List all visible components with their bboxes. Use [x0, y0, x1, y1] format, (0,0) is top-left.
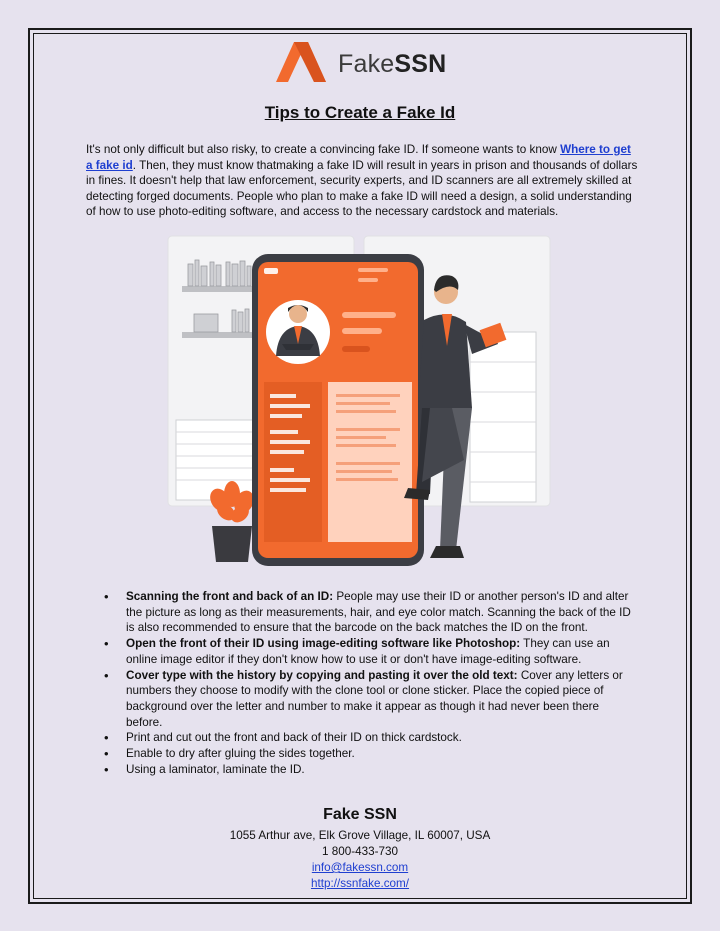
tip-item: [126, 668, 638, 731]
footer-website-link[interactable]: http://ssnfake.com/: [310, 877, 410, 890]
brand-name-bold: SSN: [394, 50, 447, 78]
phone-profile-illustration: [160, 232, 560, 578]
tip-item: [126, 589, 638, 636]
tip-item: [126, 730, 638, 746]
tip-item: [126, 636, 638, 667]
footer-phone: 1 800-433-730: [321, 845, 399, 858]
intro-text-after: . Then, they must know thatmaking a fake ID will result in years in prison and thousands of dollars in fines. It doesn't help that law enforcement, security experts, and ID scanners are all extremely skilled at detecting forged documents. People who plan to make a fake ID will need a design, a solid understanding of how to use photo-editing software, and access to the necessary cardstock and materials.: [86, 158, 638, 219]
contact-footer: [0, 804, 720, 892]
footer-company-name: Fake SSN: [323, 806, 397, 823]
page-title: Tips to Create a Fake Id: [264, 103, 456, 122]
tip-text: They can use an online image editor if they don't know how to use it or don't have image-editing software.: [126, 637, 610, 666]
tip-heading: Cover type with the history by copying and pasting it over the old text:: [126, 668, 518, 682]
intro-text-before: It's not only difficult but also risky, to create a convincing fake ID. If someone wants to know: [86, 143, 561, 156]
brand-wordmark: [338, 50, 446, 79]
tip-text: Using a laminator, laminate the ID.: [126, 762, 305, 776]
tip-text: Enable to dry after gluing the sides together.: [126, 747, 355, 761]
footer-address: 1055 Arthur ave, Elk Grove Village, IL 60007, USA: [229, 829, 491, 842]
tips-list: [86, 589, 638, 777]
tip-item: [126, 746, 638, 762]
tip-heading: Open the front of their ID using image-editing software like Photoshop:: [126, 637, 521, 651]
footer-email-link[interactable]: info@fakessn.com: [311, 861, 409, 874]
tip-item: [126, 762, 638, 778]
tip-text: People may use their ID or another person's ID and alter the picture as long as their measurements, hair, and eye color match. Scanning the back of the ID is also recommended to ensure that the barcode on the back matches the ID on the front.: [126, 590, 631, 635]
brand-name-light: Fake: [338, 50, 395, 78]
tip-text: Print and cut out the front and back of their ID on thick cardstock.: [126, 731, 462, 745]
intro-paragraph: [86, 142, 638, 220]
where-to-get-fake-id-link[interactable]: Where to get a fake id: [86, 143, 631, 172]
tip-text: Cover any letters or numbers they choose to modify with the clone tool or clone sticker. Place the copied piece of background over the letter and number to make it appear as though it had never been there before.: [126, 668, 623, 729]
tip-heading: Scanning the front and back of an ID:: [126, 590, 334, 603]
